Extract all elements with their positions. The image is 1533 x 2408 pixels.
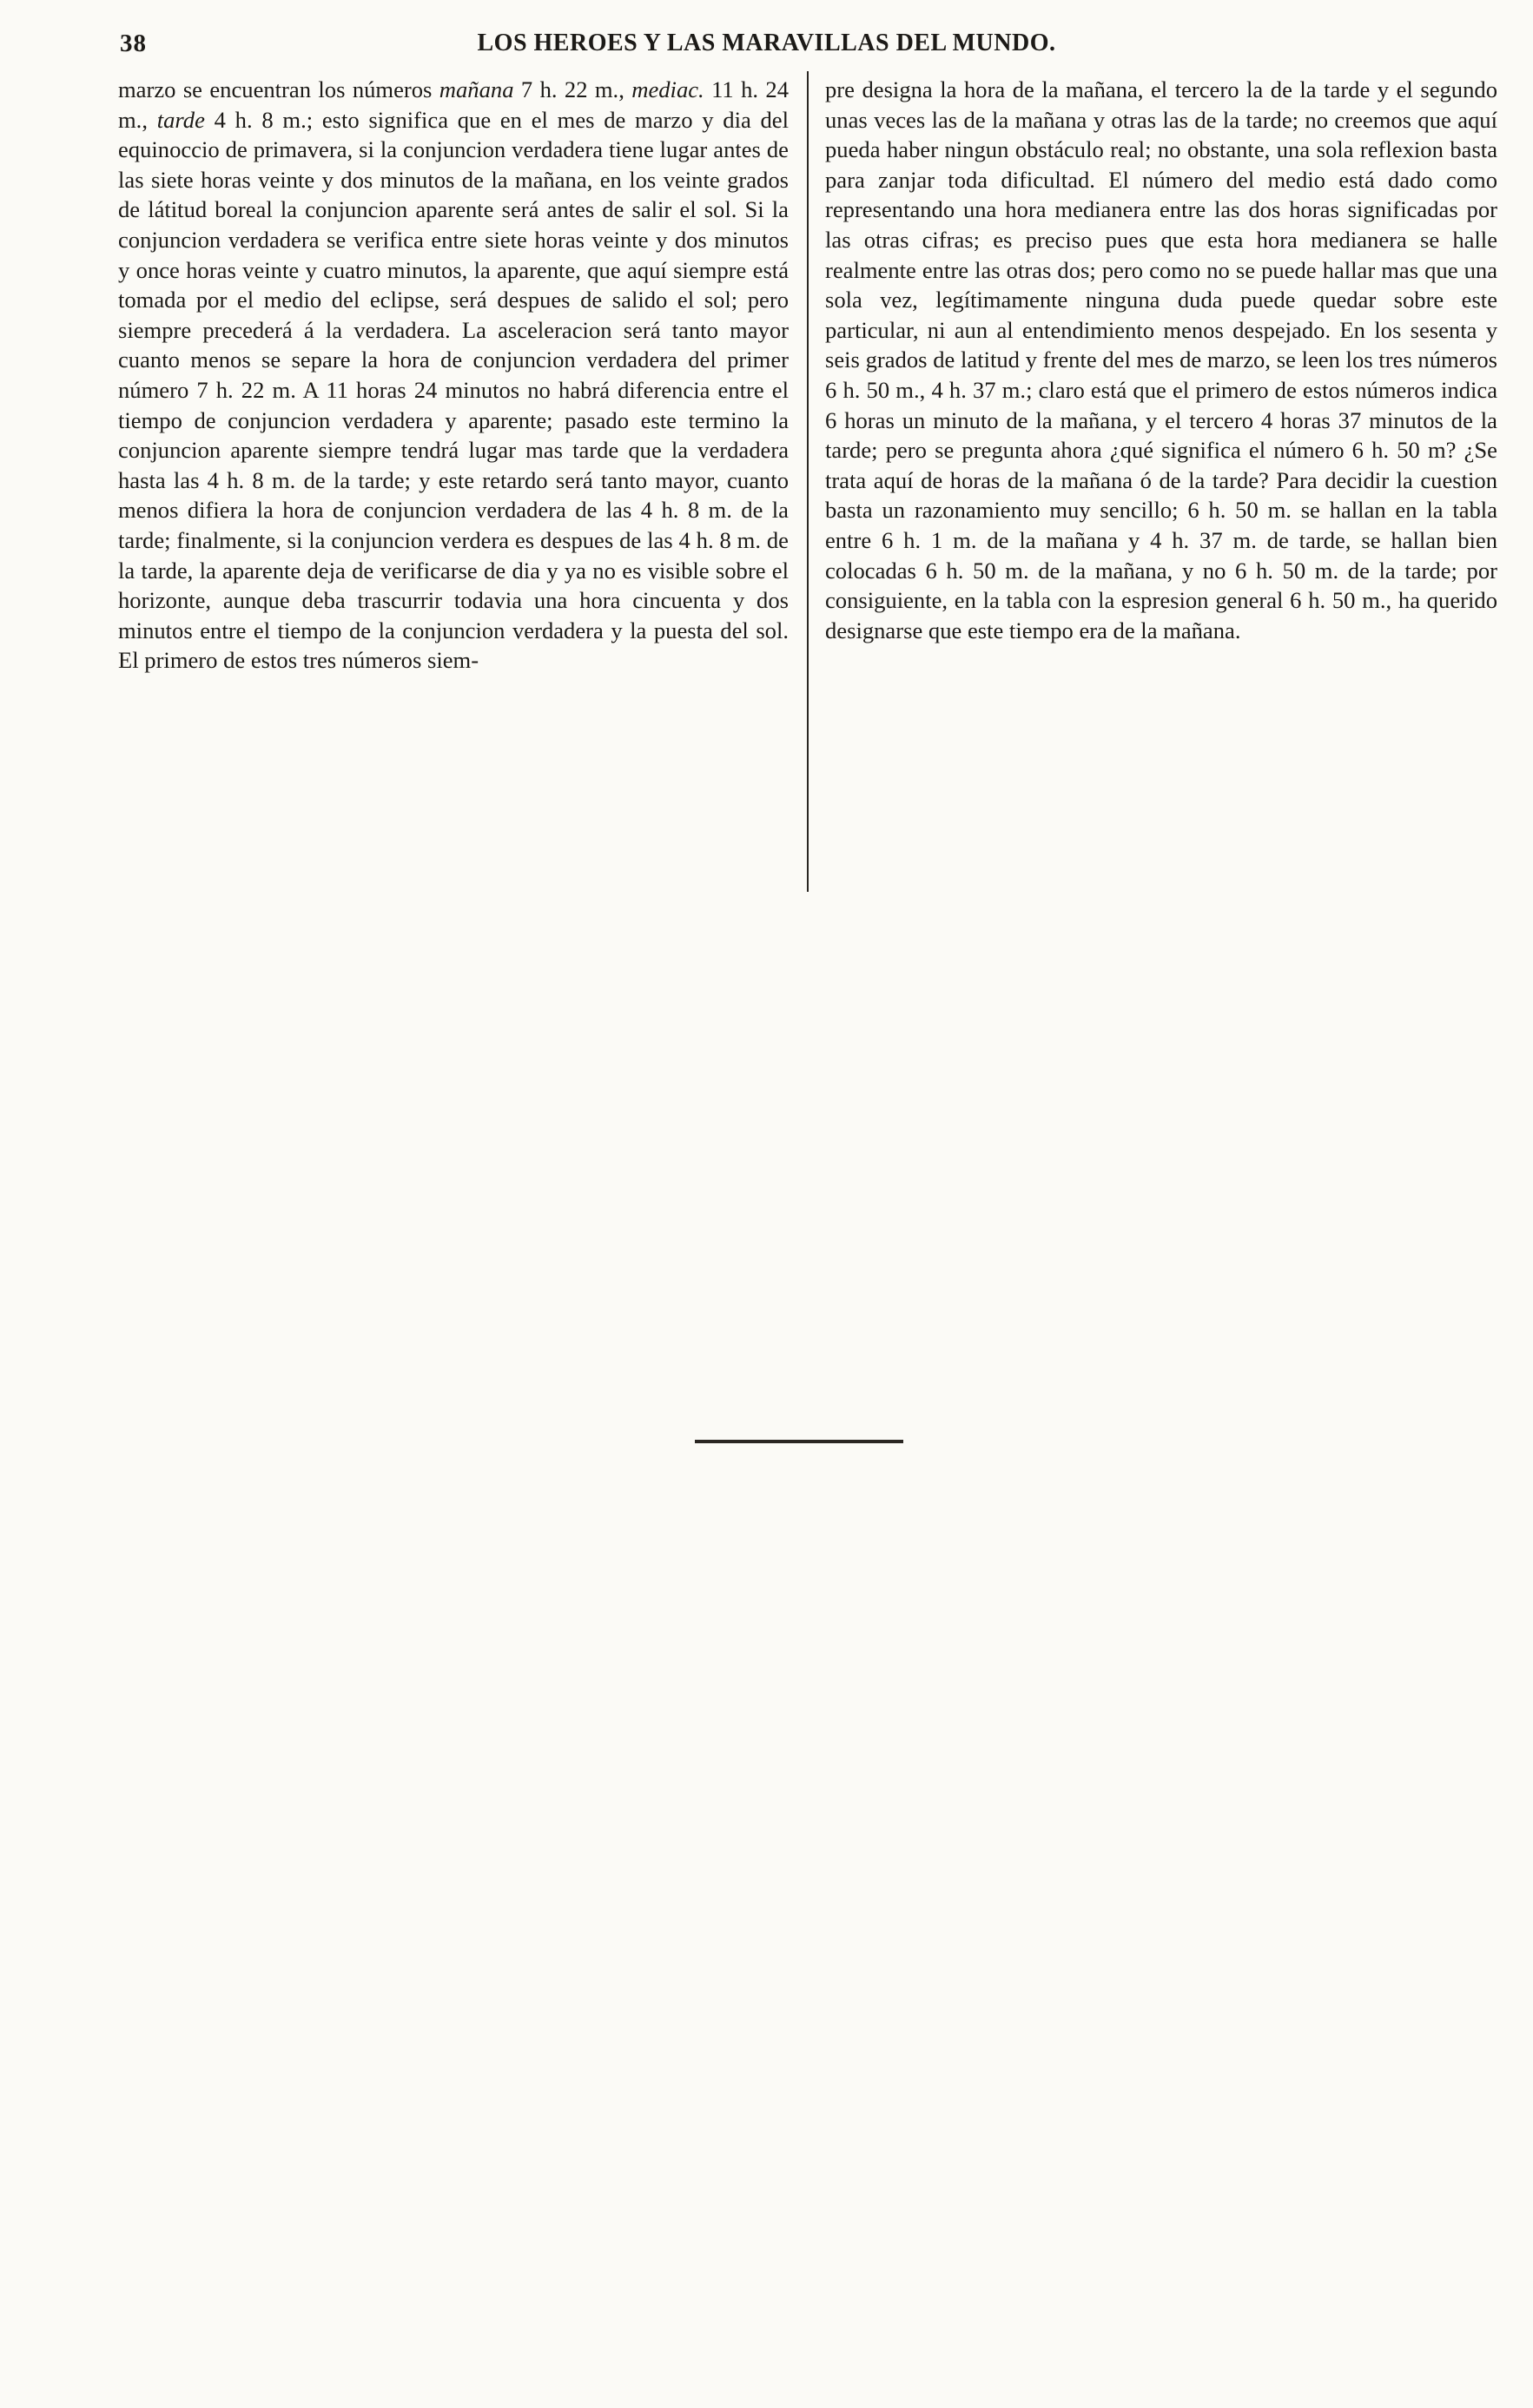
page-number: 38	[120, 30, 147, 57]
left-column	[118, 75, 789, 676]
column-divider	[807, 71, 809, 892]
left-text-4: 4 h. 8 m.; esto significa que en el mes de marzo y dia del equinoccio de primavera, si la conjuncion verdadera tiene lugar antes de las siete horas veinte y dos minutos de la mañana, en los veinte grados de látitud boreal la conjuncion aparente será antes de salir el sol. Si la conjuncion verdadera se verifica entre siete horas veinte y dos minutos y once horas veinte y cuatro minutos, la aparente, que aquí siempre está tomada por el medio del eclipse, será despues de salido el sol; pero siempre precederá á la verdadera. La asceleracion será tanto mayor cuanto menos se separe la hora de conjuncion verdadera del primer número 7 h. 22 m. A 11 horas 24 minutos no habrá diferencia entre el tiempo de conjuncion verdadera y aparente; pasado este termino la conjuncion aparente siempre tendrá lugar mas tarde que la verdadera hasta las 4 h. 8 m. de la tarde; y este retardo será tanto mayor, cuanto menos difiera la hora de conjuncion verdadera de las 4 h. 8 m. de la tarde; finalmente, si la conjuncion verdera es despues de las 4 h. 8 m. de la tarde, la aparente deja de verificarse de dia y ya no es visible sobre el horizonte, aunque deba trascurrir todavia una hora cincuenta y dos minutos entre el tiempo de la conjuncion verdadera y la puesta del sol. El primero de estos tres números siem-	[118, 106, 790, 674]
left-text-2: 7 h. 22 m.,	[513, 76, 632, 102]
left-text-3: 11 h. 24 m.,	[118, 76, 790, 133]
section-end-rule	[695, 1440, 903, 1443]
right-text: pre designa la hora de la mañana, el tercero la de la tarde y el segundo unas veces las de la mañana y otras las de la tarde; no creemos que aquí pueda haber ningun obstáculo real; no obstante, una sola reflexion basta para zanjar toda dificultad. El número del medio está dado como representando una hora medianera entre las dos horas significadas por las otras cifras; es preciso pues que esta hora medianera se halle realmente entre las otras dos; pero como no se puede hallar mas que una sola vez, legítimamente ninguna duda puede quedar sobre este particular, ni aun al entendimiento menos despejado. En los sesenta y seis grados de latitud y frente del mes de marzo, se leen los tres números 6 h. 50 m., 4 h. 37 m.; claro está que el primero de estos números indica 6 horas un minuto de la mañana, y el tercero 4 horas 37 minutos de la tarde; pero se pregunta ahora ¿qué significa el número 6 h. 50 m? ¿Se trata aquí de horas de la mañana ó de la tarde? Para decidir la cuestion basta un razonamiento muy sencillo; 6 h. 50 m. se hallan en la tabla entre 6 h. 1 m. de la mañana y 4 h. 37 m. de tarde, se hallan bien colocadas 6 h. 50 m. de la mañana, y no 6 h. 50 m. de la tarde; por consiguiente, en la tabla con la espresion general 6 h. 50 m., ha querido designarse que este tiempo era de la mañana.	[825, 76, 1497, 643]
left-italic-manana: mañana	[439, 76, 514, 102]
right-column	[825, 75, 1497, 645]
left-italic-mediac: mediac.	[631, 76, 704, 102]
left-text-1: marzo se encuentran los números	[118, 76, 439, 102]
left-italic-tarde: tarde	[156, 106, 205, 133]
running-head: LOS HEROES Y LAS MARAVILLAS DEL MUNDO.	[477, 30, 1056, 56]
